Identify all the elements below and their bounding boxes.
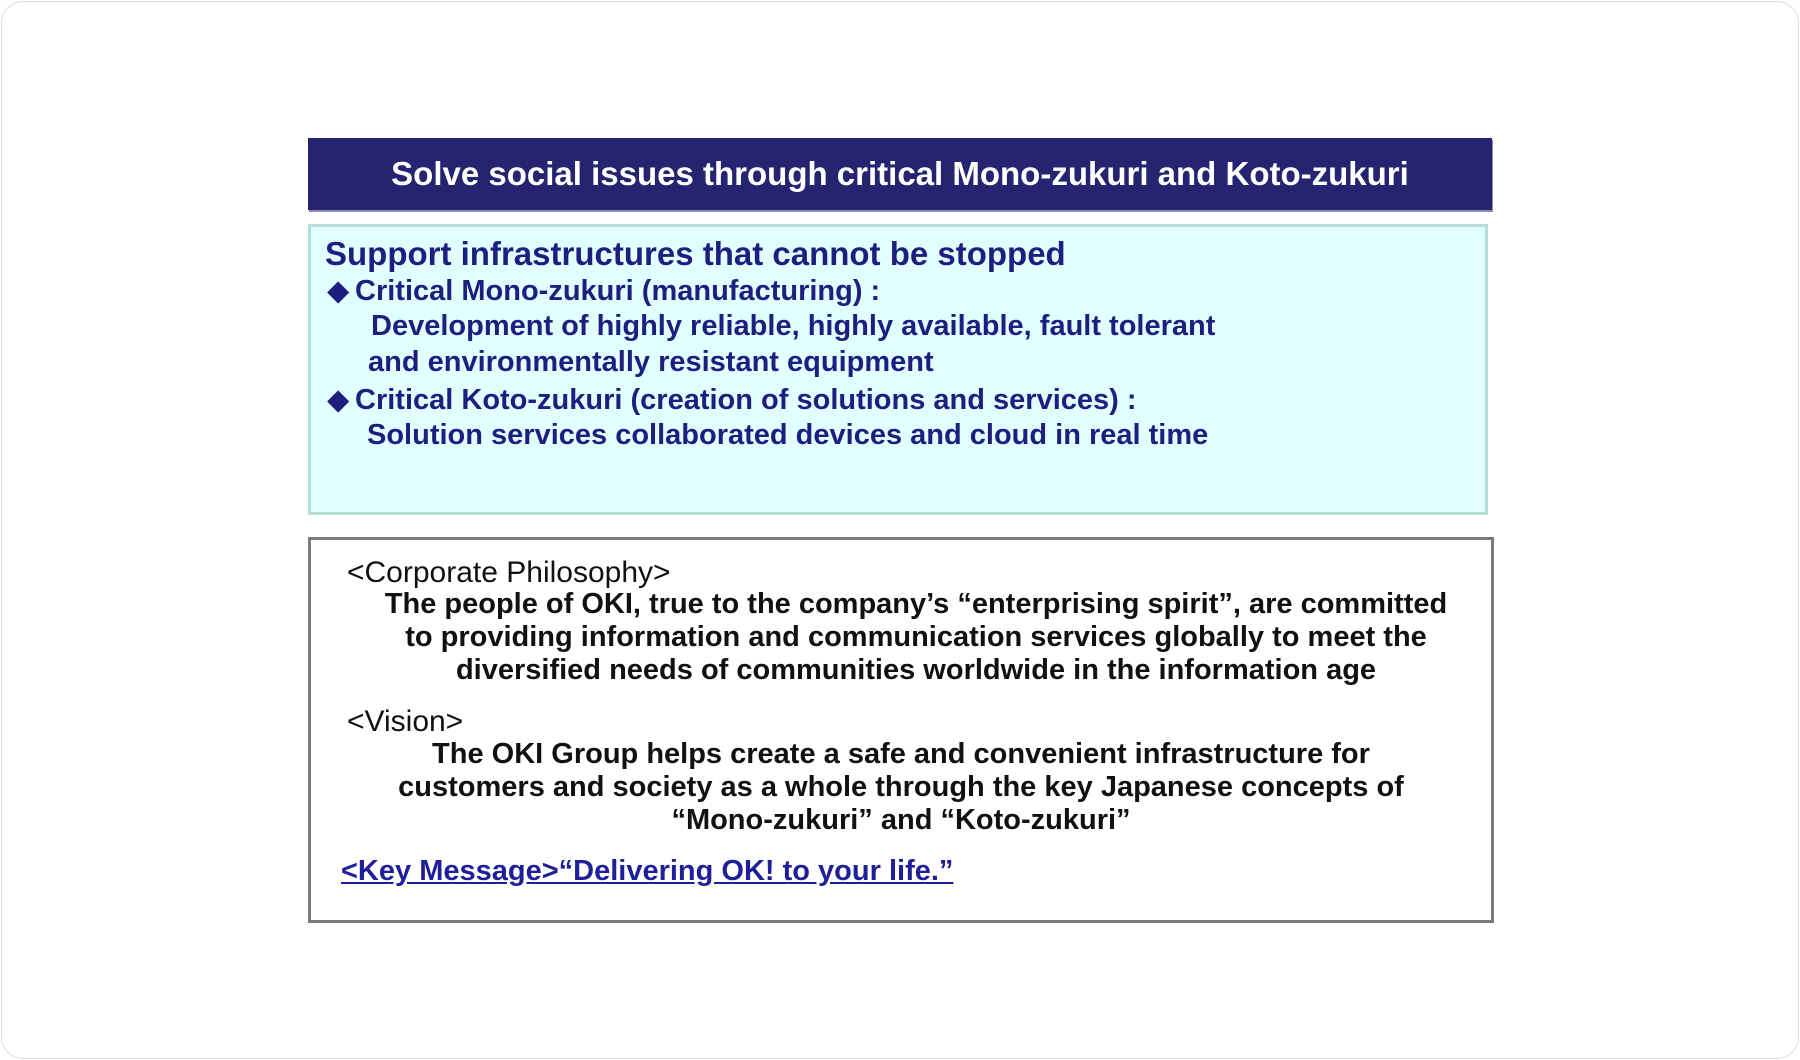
bullet-koto-zukuri — [327, 382, 1137, 417]
corporate-philosophy-text — [341, 588, 1491, 687]
paragraph-line: The people of OKI, true to the company’s “enterprising spirit”, are committed — [384, 588, 1448, 620]
title-banner — [308, 138, 1492, 210]
bullet-mono-zukuri — [327, 273, 880, 308]
corporate-philosophy-tag: <Corporate Philosophy> — [347, 556, 671, 589]
key-message-link[interactable]: <Key Message>“Delivering OK! to your life.” — [341, 855, 954, 887]
vision-tag: <Vision> — [347, 705, 464, 738]
bullet-detail-line: Solution services collaborated devices and cloud in real time — [367, 419, 1209, 451]
infrastructure-heading: Support infrastructures that cannot be stopped — [325, 235, 1066, 272]
paragraph-line: customers and society as a whole through the key Japanese concepts of — [398, 771, 1404, 803]
paragraph-line: The OKI Group helps create a safe and convenient infrastructure for — [432, 738, 1370, 770]
bullet-detail-line: and environmentally resistant equipment — [368, 346, 934, 378]
banner-title: Solve social issues through critical Mono-zukuri and Koto-zukuri — [391, 155, 1409, 192]
vision-text — [311, 738, 1491, 837]
diamond-bullet-icon: ◆ — [327, 384, 350, 416]
paragraph-line: diversified needs of communities worldwide in the information age — [455, 654, 1377, 686]
infrastructure-box — [308, 224, 1488, 515]
paragraph-line: to providing information and communication services globally to meet the — [405, 621, 1427, 653]
bullet-label: Critical Mono-zukuri (manufacturing) : — [355, 275, 881, 307]
paragraph-line: “Mono-zukuri” and “Koto-zukuri” — [671, 804, 1131, 836]
diamond-bullet-icon: ◆ — [327, 275, 350, 307]
bullet-label: Critical Koto-zukuri (creation of solutions and services) : — [355, 384, 1137, 416]
bullet-detail-line: Development of highly reliable, highly available, fault tolerant — [371, 310, 1216, 342]
page-frame — [1, 1, 1799, 1059]
philosophy-box — [308, 537, 1494, 923]
